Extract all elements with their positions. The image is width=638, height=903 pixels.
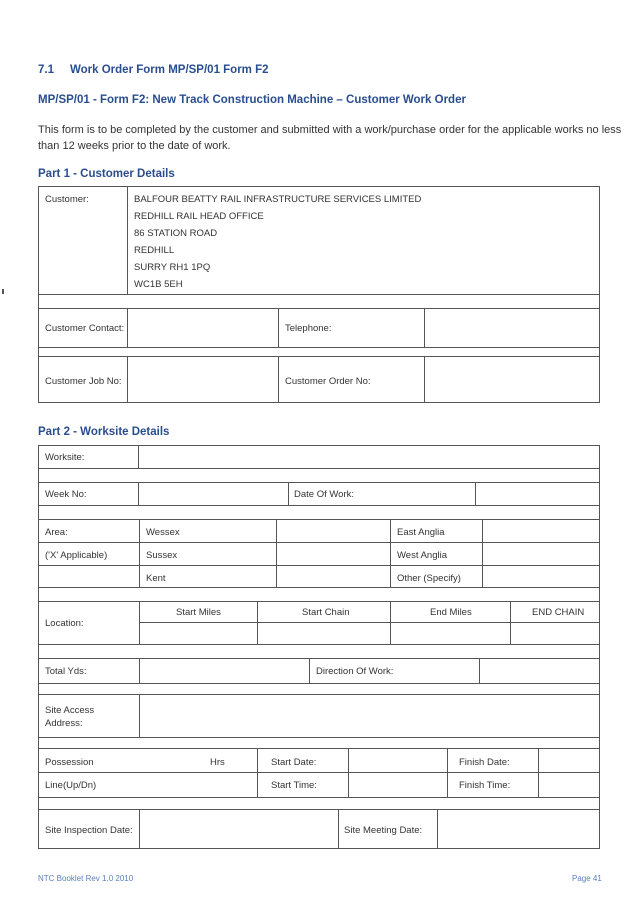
customer-label: Customer: [45,194,89,205]
worksite-label: Worksite: [45,452,85,463]
part1-title: Part 1 - Customer Details [38,168,175,180]
margin-mark [2,289,4,294]
start-miles-header: Start Miles [176,607,221,618]
footer-revision: NTC Booklet Rev 1.0 2010 [38,874,134,883]
area-option: Sussex [146,550,178,561]
end-miles-header: End Miles [430,607,472,618]
date-of-work-label: Date Of Work: [294,489,355,500]
telephone-label: Telephone: [285,323,332,334]
possession-label: Possession [45,757,94,768]
area-option: Kent [146,573,166,584]
intro-line-2: than 12 weeks prior to the date of work. [38,140,231,152]
end-chain-header: END CHAIN [532,607,585,618]
area-option: East Anglia [397,527,445,538]
finish-date-label: Finish Date: [459,757,510,768]
applicable-label: ('X' Applicable) [45,550,108,561]
site-access-label: Site Access [45,705,95,716]
area-label: Area: [45,527,68,538]
site-meeting-date-label: Site Meeting Date: [344,825,423,836]
area-option: Wessex [146,527,180,538]
area-selection-grid [38,519,600,588]
customer-address-line: WC1B 5EH [134,279,183,290]
week-no-label: Week No: [45,489,87,500]
footer-page-number: Page 41 [572,874,602,883]
start-time-label: Start Time: [271,780,317,791]
direction-label: Direction Of Work: [316,666,394,677]
intro-line-1: This form is to be completed by the customer and submitted with a work/purchase order for the applicable works no less [38,124,622,136]
section-title: Work Order Form MP/SP/01 Form F2 [70,64,269,76]
area-option: Other (Specify) [397,573,461,584]
section-number: 7.1 [38,64,54,76]
finish-time-label: Finish Time: [459,780,511,791]
line-label: Line(Up/Dn) [45,780,97,791]
total-yds-label: Total Yds: [45,666,87,677]
site-access-row [38,694,600,738]
part2-title: Part 2 - Worksite Details [38,426,170,438]
customer-address-line: REDHILL RAIL HEAD OFFICE [134,211,264,222]
form-subtitle: MP/SP/01 - Form F2: New Track Construction Machine – Customer Work Order [38,94,466,106]
customer-address-line: REDHILL [134,245,175,256]
start-chain-header: Start Chain [302,607,350,618]
customer-address-line: BALFOUR BEATTY RAIL INFRASTRUCTURE SERVICES LIMITED [134,194,422,205]
site-access-label: Address: [45,718,83,729]
customer-address-line: 86 STATION ROAD [134,228,218,239]
customer-order-no-label: Customer Order No: [285,376,371,387]
customer-contact-label: Customer Contact: [45,323,125,334]
location-label: Location: [45,618,84,629]
possession-grid [38,748,600,798]
hrs-label: Hrs [210,757,225,768]
customer-job-no-label: Customer Job No: [45,376,122,387]
area-option: West Anglia [397,550,447,561]
site-inspection-date-label: Site Inspection Date: [45,825,133,836]
start-date-label: Start Date: [271,757,317,768]
customer-address-line: SURRY RH1 1PQ [134,262,211,273]
worksite-row [38,445,600,469]
